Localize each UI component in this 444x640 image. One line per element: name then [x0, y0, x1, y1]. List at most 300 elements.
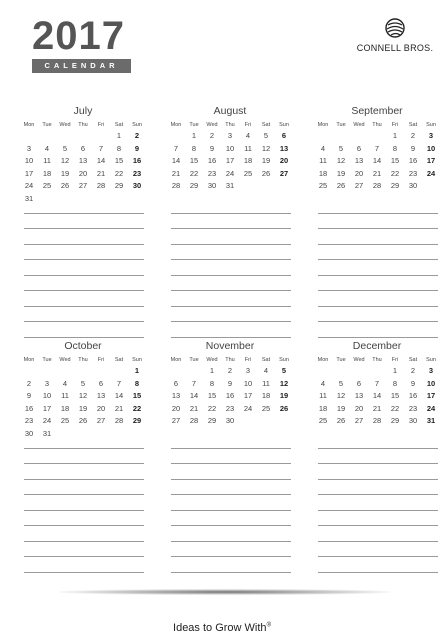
- note-line: [318, 276, 438, 292]
- note-line: [24, 245, 144, 261]
- day-cell: 27: [171, 416, 181, 426]
- empty-cell: [38, 365, 56, 378]
- note-line: [24, 542, 144, 558]
- day-cell: 22: [390, 403, 400, 413]
- day-cell: 7: [191, 378, 197, 388]
- day-cell: 2: [227, 366, 233, 375]
- note-line: [318, 464, 438, 480]
- day-grid: [314, 121, 440, 193]
- note-line: [24, 291, 144, 307]
- day-cell: 18: [318, 168, 328, 178]
- note-line: [24, 198, 144, 214]
- day-cell: 17: [426, 156, 436, 166]
- weekday-header: Thu: [225, 357, 235, 363]
- day-cell: 8: [134, 378, 140, 388]
- weekday-header: Sat: [114, 357, 124, 363]
- globe-logo-icon: [382, 16, 408, 40]
- note-line: [24, 511, 144, 527]
- note-line: [171, 511, 291, 527]
- day-cell: 22: [390, 168, 400, 178]
- weekday-header: Wed: [59, 122, 71, 128]
- day-cell: 4: [62, 378, 68, 388]
- note-line: [318, 526, 438, 542]
- empty-cell: [110, 365, 128, 378]
- day-cell: 23: [225, 403, 235, 413]
- weekday-header: Sun: [279, 122, 289, 128]
- day-cell: 24: [225, 168, 235, 178]
- day-cell: 26: [336, 181, 346, 191]
- day-grid: [167, 121, 293, 193]
- day-cell: 12: [279, 378, 289, 388]
- day-cell: 30: [225, 416, 235, 426]
- weekday-header: Wed: [353, 122, 365, 128]
- day-grid: [20, 356, 146, 441]
- weekday-header: Fri: [244, 122, 252, 128]
- day-cell: 4: [245, 131, 251, 140]
- weekday-header: Wed: [206, 357, 218, 363]
- empty-cell: [167, 365, 185, 378]
- day-cell: 18: [243, 156, 253, 166]
- weekday-header: Mon: [23, 122, 35, 128]
- day-cell: 17: [426, 391, 436, 401]
- empty-cell: [74, 130, 92, 143]
- notes-lines: [318, 433, 438, 573]
- day-cell: 14: [372, 391, 382, 401]
- empty-cell: [350, 130, 368, 143]
- note-line: [171, 260, 291, 276]
- day-cell: 31: [24, 193, 34, 203]
- day-cell: 10: [42, 391, 52, 401]
- day-cell: 4: [320, 378, 326, 388]
- month-name: November: [205, 340, 255, 352]
- empty-cell: [20, 365, 38, 378]
- day-cell: 1: [392, 131, 398, 140]
- day-cell: 22: [207, 403, 217, 413]
- day-cell: 25: [243, 168, 253, 178]
- note-line: [171, 464, 291, 480]
- day-cell: 12: [336, 156, 346, 166]
- weekday-header: Fri: [97, 357, 105, 363]
- note-line: [171, 322, 291, 338]
- day-cell: 25: [42, 181, 52, 191]
- day-cell: 16: [24, 403, 34, 413]
- day-cell: 25: [261, 403, 271, 413]
- day-cell: 1: [134, 366, 140, 375]
- day-cell: 20: [279, 156, 289, 166]
- day-cell: 20: [354, 403, 364, 413]
- day-grid: [167, 356, 293, 428]
- empty-cell: [56, 130, 74, 143]
- day-cell: 2: [209, 131, 215, 140]
- note-line: [318, 245, 438, 261]
- brand-name: CONNELL BROS.: [356, 43, 434, 53]
- day-cell: 15: [207, 391, 217, 401]
- note-line: [171, 449, 291, 465]
- day-cell: 13: [96, 391, 106, 401]
- brand-logo: [352, 16, 438, 60]
- day-cell: 12: [78, 391, 88, 401]
- empty-cell: [38, 130, 56, 143]
- weekday-header: Sat: [114, 122, 124, 128]
- day-cell: 19: [336, 403, 346, 413]
- day-cell: 6: [281, 131, 287, 140]
- day-cell: 13: [78, 156, 88, 166]
- note-line: [24, 480, 144, 496]
- day-cell: 30: [207, 181, 217, 191]
- day-cell: 10: [426, 378, 436, 388]
- empty-cell: [92, 130, 110, 143]
- weekday-header: Mon: [317, 122, 329, 128]
- day-cell: 3: [26, 143, 32, 153]
- day-cell: 16: [132, 156, 142, 166]
- weekday-header: Sat: [261, 357, 271, 363]
- notes-lines: [171, 433, 291, 573]
- notes-lines: [171, 198, 291, 338]
- day-cell: 8: [209, 378, 215, 388]
- note-line: [24, 526, 144, 542]
- note-line: [318, 322, 438, 338]
- day-cell: 28: [372, 416, 382, 426]
- day-cell: 3: [428, 366, 434, 375]
- day-cell: 17: [243, 391, 253, 401]
- day-cell: 18: [60, 403, 70, 413]
- day-cell: 7: [116, 378, 122, 388]
- month-september: [314, 104, 440, 193]
- note-line: [24, 449, 144, 465]
- weekday-header: Sun: [132, 357, 142, 363]
- note-line: [24, 276, 144, 292]
- empty-cell: [368, 365, 386, 378]
- day-cell: 8: [116, 143, 122, 153]
- empty-cell: [56, 365, 74, 378]
- day-cell: 10: [426, 143, 436, 153]
- day-cell: 19: [279, 391, 289, 401]
- day-cell: 13: [354, 391, 364, 401]
- day-cell: 16: [207, 156, 217, 166]
- day-cell: 24: [42, 416, 52, 426]
- note-line: [24, 495, 144, 511]
- weekday-header: Tue: [336, 357, 346, 363]
- day-cell: 21: [372, 168, 382, 178]
- day-cell: 22: [114, 168, 124, 178]
- empty-cell: [332, 130, 350, 143]
- day-cell: 28: [171, 181, 181, 191]
- day-cell: 2: [410, 131, 416, 140]
- day-cell: 9: [410, 378, 416, 388]
- day-cell: 11: [319, 391, 327, 401]
- day-cell: 15: [114, 156, 124, 166]
- day-cell: 27: [279, 168, 289, 178]
- notes-lines: [24, 198, 144, 338]
- day-cell: 12: [60, 156, 70, 166]
- day-cell: 29: [132, 416, 142, 426]
- weekday-header: Tue: [42, 357, 52, 363]
- day-cell: 23: [408, 403, 418, 413]
- month-august: [167, 104, 293, 193]
- day-cell: 18: [261, 391, 271, 401]
- weekday-header: Thu: [372, 122, 382, 128]
- day-cell: 7: [173, 143, 179, 153]
- day-cell: 15: [189, 156, 199, 166]
- day-cell: 26: [78, 416, 88, 426]
- month-name: October: [64, 340, 102, 352]
- weekday-header: Sun: [426, 122, 436, 128]
- month-name: September: [351, 105, 403, 117]
- day-cell: 30: [408, 416, 418, 426]
- day-cell: 25: [318, 416, 328, 426]
- day-cell: 26: [279, 403, 289, 413]
- day-cell: 19: [261, 156, 271, 166]
- day-cell: 4: [320, 143, 326, 153]
- day-cell: 28: [114, 416, 124, 426]
- day-cell: 29: [390, 181, 400, 191]
- weekday-header: Thu: [225, 122, 235, 128]
- day-cell: 3: [428, 131, 434, 140]
- note-line: [318, 495, 438, 511]
- day-cell: 11: [319, 156, 327, 166]
- day-cell: 2: [410, 366, 416, 375]
- day-cell: 27: [354, 181, 364, 191]
- day-cell: 9: [209, 143, 215, 153]
- day-cell: 27: [78, 181, 88, 191]
- weekday-header: Mon: [23, 357, 35, 363]
- day-cell: 25: [318, 181, 328, 191]
- empty-cell: [332, 365, 350, 378]
- day-cell: 6: [98, 378, 104, 388]
- note-line: [171, 276, 291, 292]
- note-line: [24, 214, 144, 230]
- day-cell: 17: [42, 403, 52, 413]
- weekday-header: Sat: [408, 357, 418, 363]
- note-line: [318, 307, 438, 323]
- day-cell: 19: [78, 403, 88, 413]
- month-name: July: [73, 105, 93, 117]
- day-cell: 21: [189, 403, 199, 413]
- day-cell: 30: [24, 428, 34, 438]
- empty-cell: [368, 130, 386, 143]
- note-line: [171, 526, 291, 542]
- month-december: [314, 339, 440, 428]
- day-cell: 5: [338, 378, 344, 388]
- bottom-shadow: [60, 589, 390, 595]
- day-cell: 4: [263, 366, 269, 375]
- month-november: [167, 339, 293, 428]
- tagline-text: Ideas to Grow With: [173, 622, 267, 634]
- weekday-header: Wed: [206, 122, 218, 128]
- day-cell: 27: [96, 416, 106, 426]
- day-cell: 17: [225, 156, 235, 166]
- day-cell: 12: [336, 391, 346, 401]
- weekday-header: Mon: [170, 122, 182, 128]
- weekday-header: Thu: [78, 122, 88, 128]
- day-cell: 6: [356, 378, 362, 388]
- day-cell: 16: [408, 156, 418, 166]
- weekday-header: Fri: [391, 122, 399, 128]
- day-cell: 14: [96, 156, 106, 166]
- weekday-header: Sun: [279, 357, 289, 363]
- day-cell: 6: [173, 378, 179, 388]
- weekday-header: Sat: [261, 122, 271, 128]
- note-line: [24, 229, 144, 245]
- day-cell: 22: [132, 403, 142, 413]
- day-cell: 5: [338, 143, 344, 153]
- registered-mark: ®: [266, 622, 271, 629]
- day-cell: 10: [225, 143, 235, 153]
- day-cell: 6: [80, 143, 86, 153]
- day-cell: 7: [374, 378, 380, 388]
- day-cell: 11: [43, 156, 51, 166]
- day-cell: 31: [225, 181, 235, 191]
- day-cell: 19: [336, 168, 346, 178]
- note-line: [318, 198, 438, 214]
- day-cell: 23: [24, 416, 34, 426]
- day-cell: 1: [209, 366, 215, 375]
- day-cell: 9: [227, 378, 233, 388]
- month-july: [20, 104, 146, 206]
- note-line: [318, 557, 438, 573]
- day-cell: 19: [60, 168, 70, 178]
- day-cell: 31: [42, 428, 52, 438]
- weekday-header: Thu: [372, 357, 382, 363]
- notes-lines: [24, 433, 144, 573]
- day-grid: [20, 121, 146, 206]
- day-cell: 9: [26, 391, 32, 401]
- weekday-header: Mon: [317, 357, 329, 363]
- empty-cell: [314, 365, 332, 378]
- day-cell: 13: [171, 391, 181, 401]
- note-line: [24, 433, 144, 449]
- day-cell: 18: [318, 403, 328, 413]
- weekday-header: Sun: [426, 357, 436, 363]
- day-cell: 26: [60, 181, 70, 191]
- day-cell: 30: [132, 181, 142, 191]
- day-cell: 10: [24, 156, 34, 166]
- day-cell: 5: [281, 366, 287, 375]
- day-cell: 20: [354, 168, 364, 178]
- day-cell: 15: [132, 391, 142, 401]
- day-cell: 29: [189, 181, 199, 191]
- day-cell: 2: [26, 378, 32, 388]
- note-line: [318, 433, 438, 449]
- note-line: [171, 214, 291, 230]
- weekday-header: Wed: [59, 357, 71, 363]
- day-cell: 8: [392, 378, 398, 388]
- day-cell: 6: [356, 143, 362, 153]
- day-cell: 1: [116, 131, 122, 140]
- day-cell: 28: [372, 181, 382, 191]
- day-cell: 14: [171, 156, 181, 166]
- note-line: [171, 542, 291, 558]
- day-cell: 3: [44, 378, 50, 388]
- day-cell: 24: [426, 168, 436, 178]
- day-cell: 12: [261, 143, 271, 153]
- weekday-header: Fri: [97, 122, 105, 128]
- day-cell: 7: [98, 143, 104, 153]
- empty-cell: [20, 130, 38, 143]
- weekday-header: Thu: [78, 357, 88, 363]
- note-line: [24, 307, 144, 323]
- empty-cell: [92, 365, 110, 378]
- note-line: [171, 198, 291, 214]
- empty-cell: [167, 130, 185, 143]
- day-cell: 8: [392, 143, 398, 153]
- tagline: [0, 622, 444, 634]
- day-cell: 24: [243, 403, 253, 413]
- note-line: [318, 480, 438, 496]
- note-line: [171, 229, 291, 245]
- day-cell: 8: [191, 143, 197, 153]
- day-cell: 21: [372, 403, 382, 413]
- day-cell: 13: [279, 143, 289, 153]
- day-cell: 23: [207, 168, 217, 178]
- day-cell: 28: [96, 181, 106, 191]
- day-cell: 26: [261, 168, 271, 178]
- empty-cell: [350, 365, 368, 378]
- note-line: [318, 229, 438, 245]
- day-cell: 3: [245, 366, 251, 375]
- note-line: [318, 214, 438, 230]
- weekday-header: Sat: [408, 122, 418, 128]
- day-cell: 20: [171, 403, 181, 413]
- day-cell: 11: [61, 391, 69, 401]
- month-name: August: [213, 105, 247, 117]
- day-cell: 14: [372, 156, 382, 166]
- day-cell: 1: [392, 366, 398, 375]
- day-cell: 13: [354, 156, 364, 166]
- day-cell: 23: [132, 168, 142, 178]
- day-cell: 18: [42, 168, 52, 178]
- day-cell: 1: [191, 131, 197, 140]
- weekday-header: Mon: [170, 357, 182, 363]
- day-cell: 4: [44, 143, 50, 153]
- weekday-header: Tue: [42, 122, 52, 128]
- day-cell: 24: [426, 403, 436, 413]
- year-title: 2017: [32, 14, 125, 58]
- day-cell: 14: [189, 391, 199, 401]
- day-cell: 5: [80, 378, 86, 388]
- note-line: [318, 511, 438, 527]
- notes-lines: [318, 198, 438, 338]
- day-cell: 16: [225, 391, 235, 401]
- calendar-label: CALENDAR: [32, 59, 131, 73]
- empty-cell: [314, 130, 332, 143]
- day-cell: 25: [60, 416, 70, 426]
- day-cell: 30: [408, 181, 418, 191]
- empty-cell: [185, 365, 203, 378]
- day-cell: 28: [189, 416, 199, 426]
- note-line: [171, 495, 291, 511]
- day-cell: 9: [134, 143, 140, 153]
- day-cell: 23: [408, 168, 418, 178]
- day-cell: 22: [189, 168, 199, 178]
- day-cell: 20: [78, 168, 88, 178]
- month-name: December: [352, 340, 402, 352]
- day-cell: 29: [390, 416, 400, 426]
- note-line: [171, 433, 291, 449]
- day-cell: 11: [262, 378, 270, 388]
- note-line: [318, 449, 438, 465]
- note-line: [24, 464, 144, 480]
- day-cell: 29: [114, 181, 124, 191]
- day-cell: 3: [227, 131, 233, 140]
- day-cell: 24: [24, 181, 34, 191]
- day-cell: 21: [96, 168, 106, 178]
- day-cell: 5: [263, 131, 269, 140]
- day-cell: 29: [207, 416, 217, 426]
- day-cell: 5: [62, 143, 68, 153]
- weekday-header: Fri: [391, 357, 399, 363]
- note-line: [24, 322, 144, 338]
